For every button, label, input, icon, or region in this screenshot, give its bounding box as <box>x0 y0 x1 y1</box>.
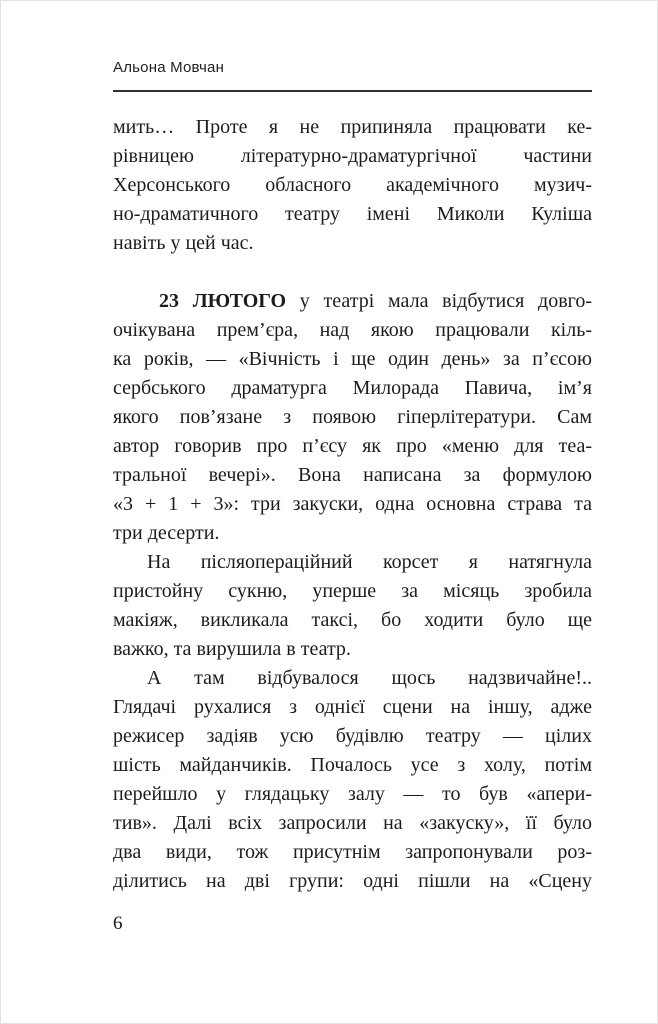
paragraph-4 <box>113 664 592 896</box>
text-line: навіть у цей час. <box>113 232 254 254</box>
text-line: Херсонського обласного академічного музич- <box>113 174 592 196</box>
header-rule <box>113 90 592 92</box>
page-number: 6 <box>113 913 123 934</box>
text-line: режисер задіяв усю будівлю театру — цілих <box>113 725 592 747</box>
paragraph-2 <box>113 287 592 548</box>
text-line: А там відбувалося щось надзвичайне!.. <box>147 667 592 689</box>
paragraph-3 <box>113 548 592 664</box>
text-line: макіяж, викликала таксі, бо ходити було ще <box>113 609 592 631</box>
text-line: важко, та вирушила в театр. <box>113 638 351 660</box>
text-line: пристойну сукню, уперше за місяць зробила <box>113 580 592 602</box>
body-text <box>113 113 592 896</box>
text-line: Глядачі рухалися з однієї сцени на іншу, адже <box>113 696 592 718</box>
text-line: мить… Проте я не припиняла працювати ке- <box>113 116 592 138</box>
text-line <box>113 287 592 316</box>
text-line-rest: у театрі мала відбутися довго- <box>286 290 592 312</box>
text-line: ділитись на дві групи: одні пішли на «Сцену <box>113 870 592 892</box>
text-line: якого пов’язане з появою гіперлітератури. Сам <box>113 406 592 428</box>
text-line: На післяопераційний корсет я натягнула <box>147 551 592 573</box>
text-line: ка років, — «Вічність і ще один день» за п’єсою <box>113 348 592 370</box>
text-line: «3 + 1 + 3»: три закуски, одна основна страва та <box>113 493 592 515</box>
text-line: два види, тож присутнім запропонували роз- <box>113 841 592 863</box>
text-line: рівницею літературно-драматургічної частини <box>113 145 592 167</box>
paragraph-1 <box>113 113 592 258</box>
running-header-author: Альона Мовчан <box>113 59 225 76</box>
text-line: но-драматичного театру імені Миколи Куліша <box>113 203 592 225</box>
text-line: автор говорив про п’єсу як про «меню для теа- <box>113 435 592 457</box>
text-line: сербського драматурга Милорада Павича, ім’я <box>113 377 592 399</box>
text-line: шість майданчиків. Почалось усе з холу, потім <box>113 754 592 776</box>
text-line: тральної вечері». Вона написана за формулою <box>113 464 592 486</box>
text-line: очікувана прем’єра, над якою працювали кіль- <box>113 319 592 341</box>
text-line: перейшло у глядацьку залу — то був «апери- <box>113 783 592 805</box>
text-line: тив». Далі всіх запросили на «закуску», її було <box>113 812 592 834</box>
date-lead: 23 ЛЮТОГО <box>159 290 287 312</box>
text-line: три десерти. <box>113 522 220 544</box>
